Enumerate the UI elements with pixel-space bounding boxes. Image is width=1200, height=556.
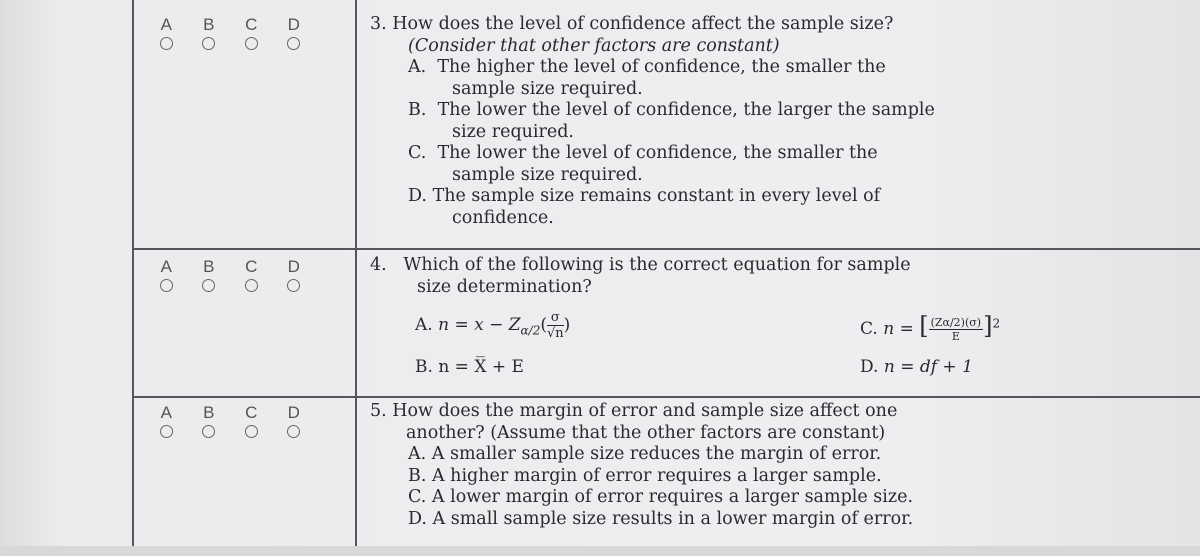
option-label: D. xyxy=(408,186,427,206)
bubble-icon[interactable] xyxy=(245,425,258,438)
choice-b[interactable] xyxy=(188,258,231,296)
choice-letter: C xyxy=(245,15,258,34)
option-text: The lower the level of confidence, the smaller the xyxy=(437,143,878,163)
choice-letter: B xyxy=(203,257,215,276)
answer-bubbles-q4 xyxy=(145,258,315,296)
bubble-icon[interactable] xyxy=(160,279,173,292)
option-text-cont: sample size required. xyxy=(452,78,643,99)
fraction-numerator: (Zα/2)(σ) xyxy=(930,316,982,329)
equation-option-d xyxy=(860,357,973,377)
question-number: 4. xyxy=(370,255,387,275)
bubble-icon[interactable] xyxy=(287,279,300,292)
choice-letter: D xyxy=(287,15,300,34)
bubble-icon[interactable] xyxy=(245,279,258,292)
option-text-cont: sample size required. xyxy=(452,164,643,185)
bubble-icon[interactable] xyxy=(160,425,173,438)
choice-letter: C xyxy=(245,403,258,422)
question-text-cont: size determination? xyxy=(417,276,592,297)
equation-option-b xyxy=(415,357,524,377)
option-b xyxy=(370,100,1170,143)
equation-exponent: 2 xyxy=(992,316,1001,331)
option-label: A. xyxy=(415,315,433,335)
question-stem: 3. How does the level of confidence affect the sample size? xyxy=(370,14,894,34)
question-3 xyxy=(370,14,1170,229)
question-stem xyxy=(370,255,1170,277)
choice-a[interactable] xyxy=(145,258,188,296)
option-text: The sample size remains constant in every level of xyxy=(432,186,881,206)
choice-c[interactable] xyxy=(230,16,273,54)
option-text-cont: confidence. xyxy=(452,207,554,228)
choice-d[interactable] xyxy=(273,16,316,54)
equation-fraction xyxy=(547,310,564,341)
question-stem: 5. How does the margin of error and sample size affect one xyxy=(370,401,898,421)
choice-letter: A xyxy=(160,257,172,276)
choice-letter: B xyxy=(203,403,215,422)
option-c xyxy=(370,143,1170,186)
question-4 xyxy=(370,255,1170,298)
option-c: C. A lower margin of error requires a larger sample size. xyxy=(408,487,914,507)
option-label: B. xyxy=(415,357,433,377)
fraction-denominator: √n xyxy=(546,326,564,341)
equation-option-a: A. $n = x - Z_{\alpha/2}$( $\frac{\sigma}{√n}$ ) xyxy=(415,310,571,341)
option-label: C. xyxy=(408,143,427,163)
option-d: D. A small sample size results in a lower margin of error. xyxy=(408,508,914,529)
choice-c[interactable] xyxy=(230,258,273,296)
question-text: Which of the following is the correct equation for sample xyxy=(403,255,911,275)
equation-fraction xyxy=(929,316,983,343)
equation-lhs: n = xyxy=(883,319,914,339)
bubble-icon[interactable] xyxy=(287,425,300,438)
column-divider xyxy=(355,0,357,556)
choice-letter: B xyxy=(203,15,215,34)
equation-option-c: C. n = [ $\frac{(Z\alpha/2)(\sigma)}{E}$ ]$^2$ xyxy=(860,312,1001,343)
question-text-cont: another? (Assume that the other factors are constant) xyxy=(406,422,886,443)
choice-letter: D xyxy=(287,257,300,276)
answer-bubbles-q5 xyxy=(145,404,315,442)
option-d xyxy=(370,186,1170,229)
choice-b[interactable] xyxy=(188,404,231,442)
option-text: The lower the level of confidence, the larger the sample xyxy=(437,100,935,120)
choice-c[interactable] xyxy=(230,404,273,442)
choice-b[interactable] xyxy=(188,16,231,54)
row-divider-1 xyxy=(132,248,1200,250)
choice-d[interactable] xyxy=(273,258,316,296)
question-5 xyxy=(370,401,1170,530)
bubble-icon[interactable] xyxy=(287,37,300,50)
left-border xyxy=(132,0,134,556)
option-a: A. A smaller sample size reduces the margin of error. xyxy=(408,444,882,464)
choice-a[interactable] xyxy=(145,404,188,442)
choice-letter: D xyxy=(287,403,300,422)
choice-a[interactable] xyxy=(145,16,188,54)
option-text-cont: size required. xyxy=(452,121,574,142)
option-label: C. xyxy=(860,319,878,339)
bubble-icon[interactable] xyxy=(160,37,173,50)
row-divider-2 xyxy=(132,396,1200,398)
question-note: (Consider that other factors are constant) xyxy=(408,35,780,56)
choice-d[interactable] xyxy=(273,404,316,442)
choice-letter: A xyxy=(160,403,172,422)
option-text: The higher the level of confidence, the smaller the xyxy=(437,57,886,77)
option-a xyxy=(370,57,1170,100)
option-b: B. A higher margin of error requires a larger sample. xyxy=(408,465,882,486)
choice-letter: A xyxy=(160,15,172,34)
equation-text: n = X̅ + E xyxy=(438,357,524,377)
fraction-numerator: σ xyxy=(547,310,564,326)
fraction-denominator: E xyxy=(951,330,960,343)
bubble-icon[interactable] xyxy=(245,37,258,50)
option-label: B. xyxy=(408,100,427,120)
option-label: D. xyxy=(860,357,879,377)
bubble-icon[interactable] xyxy=(202,37,215,50)
equation-subscript: α/2 xyxy=(520,323,541,338)
bubble-icon[interactable] xyxy=(202,425,215,438)
equation-text: n = df + 1 xyxy=(883,357,973,377)
equation-lhs: n = x − Z xyxy=(438,315,521,335)
bubble-icon[interactable] xyxy=(202,279,215,292)
choice-letter: C xyxy=(245,257,258,276)
answer-bubbles-q3 xyxy=(145,16,315,54)
option-label: A. xyxy=(408,57,427,77)
page-bottom-edge xyxy=(0,546,1200,556)
